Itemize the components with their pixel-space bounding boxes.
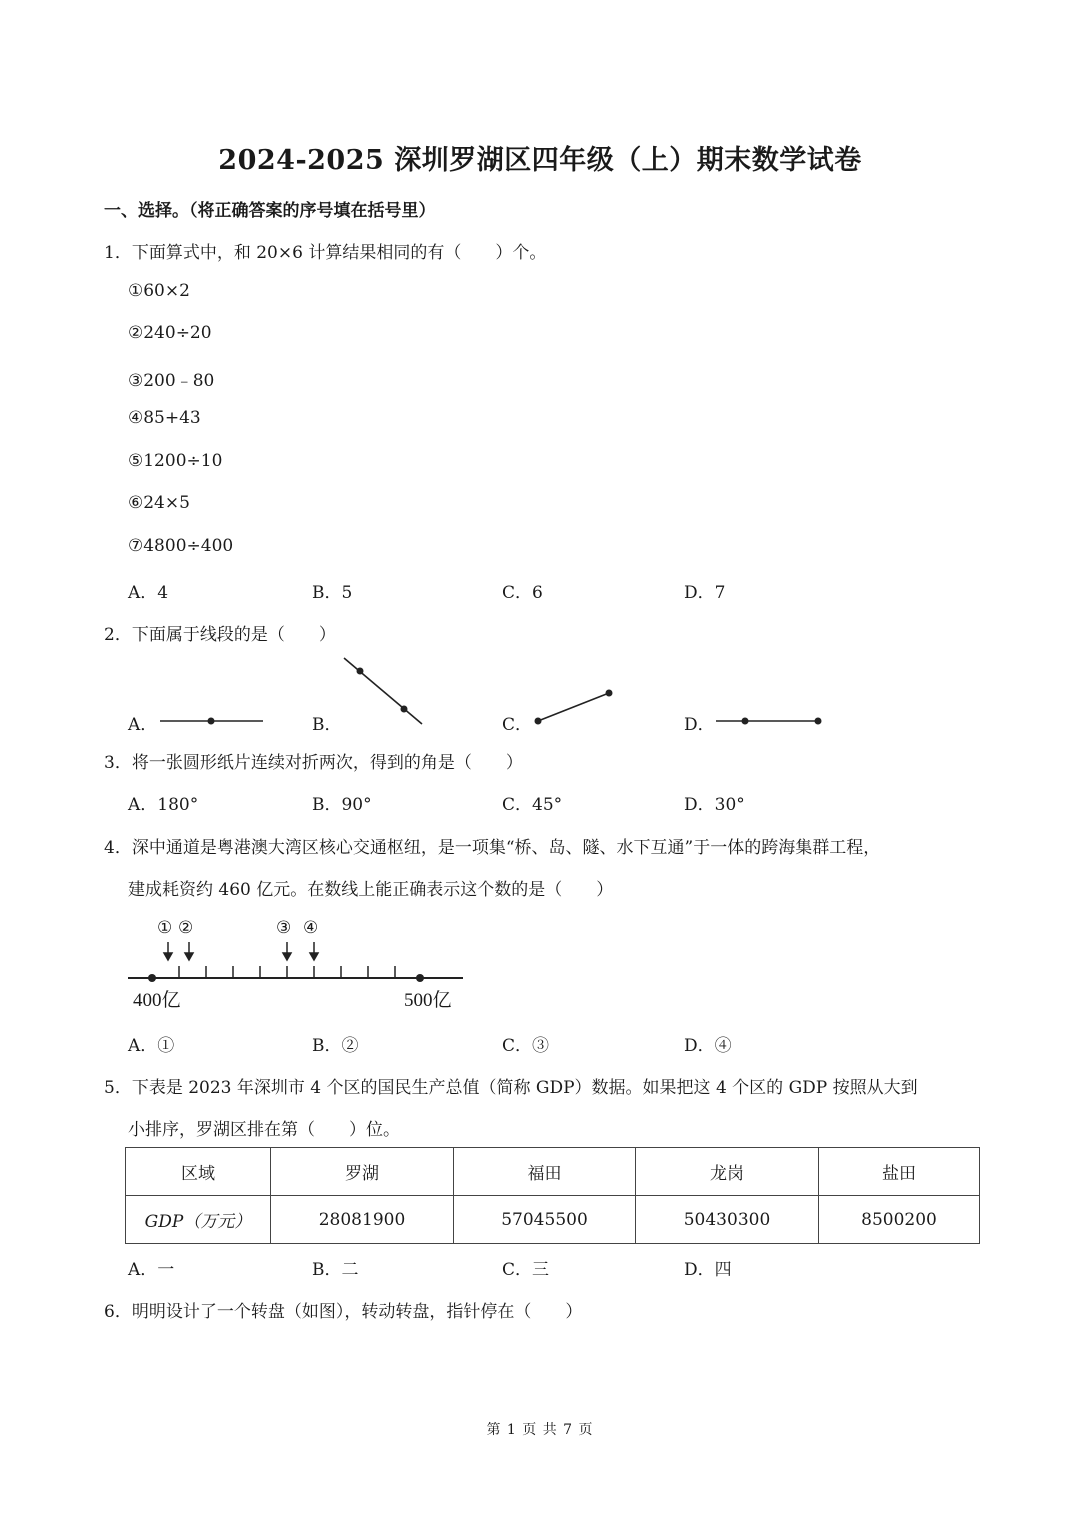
- question-5-stem-line2: 小排序，罗湖区排在第（ ）位。: [128, 1120, 400, 1140]
- q1-option-a: A．4: [128, 583, 169, 603]
- number-line-start-point: [148, 974, 156, 982]
- q3-option-a: A．180°: [128, 795, 199, 815]
- table-header-cell: 福田: [454, 1148, 636, 1196]
- q1-item-7: ⑦4800÷400: [128, 536, 234, 556]
- q5-option-d: D．四: [684, 1260, 732, 1280]
- numberline-marker-4: ④: [303, 918, 319, 938]
- page-footer: 第 1 页 共 7 页: [486, 1422, 594, 1438]
- numberline-marker-1: ①: [157, 918, 173, 938]
- gdp-table: [125, 1147, 980, 1244]
- marker-2-arrowhead: [185, 953, 193, 960]
- marker-4-arrowhead: [310, 953, 318, 960]
- table-header-cell: 盐田: [819, 1148, 980, 1196]
- q5-option-c: C．三: [502, 1260, 550, 1280]
- q1-option-d: D．7: [684, 583, 726, 603]
- marker-3-arrowhead: [283, 953, 291, 960]
- numberline-marker-3: ③: [276, 918, 292, 938]
- q1-item-2: ②240÷20: [128, 323, 212, 343]
- q1-option-b: B．5: [312, 583, 353, 603]
- question-6-stem: 6．明明设计了一个转盘（如图），转动转盘，指针停在（ ）: [104, 1302, 583, 1322]
- q3-option-d: D．30°: [684, 795, 745, 815]
- q2-option-d: D．: [684, 715, 715, 735]
- marker-1-arrowhead: [164, 953, 172, 960]
- q3-option-b: B．90°: [312, 795, 372, 815]
- table-cell: 50430300: [636, 1196, 819, 1244]
- page-title: 2024-2025 深圳罗湖区四年级（上）期末数学试卷: [218, 145, 862, 176]
- table-cell: GDP（万元）: [126, 1196, 271, 1244]
- question-5-stem-line1: 5．下表是 2023 年深圳市 4 个区的国民生产总值（简称 GDP）数据。如果把这 4 个区的 GDP 按照从大到: [104, 1078, 918, 1098]
- number-line-start-label: 400亿: [133, 990, 181, 1011]
- q3-option-c: C．45°: [502, 795, 563, 815]
- q1-item-4: ④85+43: [128, 408, 201, 428]
- q2-option-a: A．: [128, 715, 158, 735]
- table-cell: 57045500: [454, 1196, 636, 1244]
- numberline-marker-2: ②: [178, 918, 194, 938]
- table-cell: 8500200: [819, 1196, 980, 1244]
- q4-option-a: A．①: [128, 1036, 175, 1056]
- q5-option-a: A．一: [128, 1260, 175, 1280]
- number-line-ticks: [179, 966, 395, 978]
- q2-option-c: C．: [502, 715, 533, 735]
- table-header-cell: 罗湖: [271, 1148, 454, 1196]
- q4-option-b: B．②: [312, 1036, 359, 1056]
- q1-option-c: C．6: [502, 583, 543, 603]
- q1-item-5: ⑤1200÷10: [128, 451, 223, 471]
- q1-item-1: ①60×2: [128, 281, 190, 301]
- table-cell: 28081900: [271, 1196, 454, 1244]
- section-heading: 一、选择。（将正确答案的序号填在括号里）: [104, 201, 436, 221]
- table-header-cell: 龙岗: [636, 1148, 819, 1196]
- question-1-stem: 1．下面算式中，和 20×6 计算结果相同的有（ ）个。: [104, 243, 547, 263]
- number-line-end-label: 500亿: [404, 990, 452, 1011]
- q1-item-3: ③200﹣80: [128, 371, 215, 391]
- q4-option-d: D．④: [684, 1036, 732, 1056]
- question-4-stem-line2: 建成耗资约 460 亿元。在数线上能正确表示这个数的是（ ）: [128, 880, 614, 900]
- number-line-end-point: [416, 974, 424, 982]
- table-header-row: [126, 1148, 980, 1196]
- q1-item-6: ⑥24×5: [128, 493, 190, 513]
- table-header-cell: 区域: [126, 1148, 271, 1196]
- q4-option-c: C．③: [502, 1036, 550, 1056]
- q2-option-b: B．: [312, 715, 342, 735]
- question-2-stem: 2．下面属于线段的是（ ）: [104, 625, 336, 645]
- question-3-stem: 3．将一张圆形纸片连续对折两次，得到的角是（ ）: [104, 753, 523, 773]
- q5-option-b: B．二: [312, 1260, 359, 1280]
- question-4-stem-line1: 4．深中通道是粤港澳大湾区核心交通枢纽，是一项集“桥、岛、隧、水下互通”于一体的跨海集群工程，: [104, 838, 881, 858]
- table-row: [126, 1196, 980, 1244]
